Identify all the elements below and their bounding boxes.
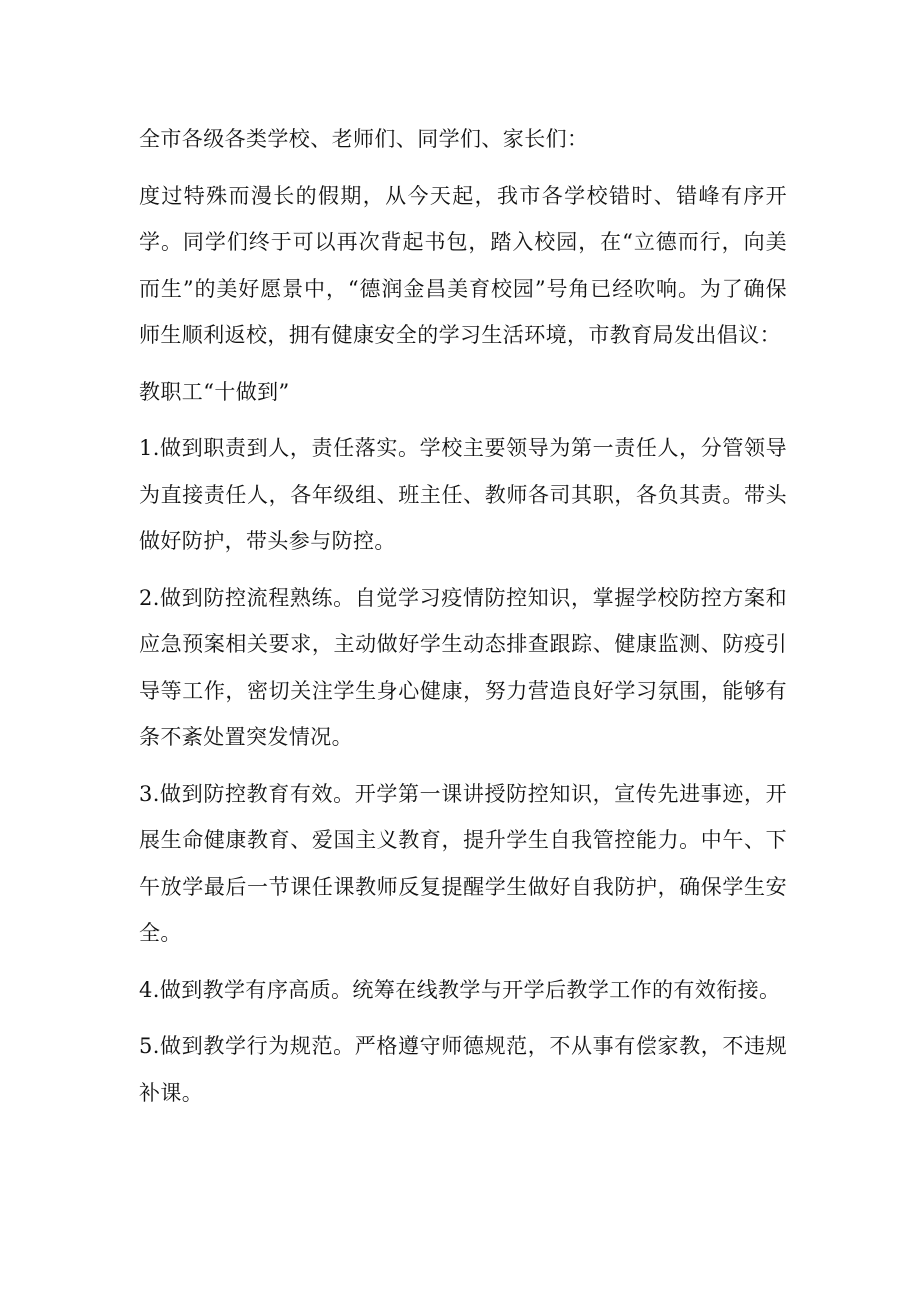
section-title: 教职工“十做到”	[139, 379, 290, 404]
item-paragraph-1: 1.做到职责到人，责任落实。学校主要领导为第一责任人，分管领导为直接责任人，各年级组、班主任、教师各司其职，各负其责。带头做好防护，带头参与防控。	[139, 436, 787, 553]
item-paragraph-4: 4.做到教学有序高质。统筹在线教学与开学后教学工作的有效衔接。	[139, 977, 781, 1002]
document-body	[139, 116, 787, 1126]
item-paragraph-2: 2.做到防控流程熟练。自觉学习疫情防控知识，掌握学校防控方案和应急预案相关要求，主动做好学生动态排查跟踪、健康监测、防疫引导等工作，密切关注学生身心健康，努力营造良好学习氛围，能够有条不紊处置突发情况。	[139, 585, 787, 749]
item-paragraph-3: 3.做到防控教育有效。开学第一课讲授防控知识，宣传先进事迹，开展生命健康教育、爱国主义教育，提升学生自我管控能力。中午、下午放学最后一节课任课教师反复提醒学生做好自我防护，确保学生安全。	[139, 781, 787, 945]
item-paragraph-5: 5.做到教学行为规范。严格遵守师德规范，不从事有偿家教，不违规补课。	[139, 1034, 787, 1105]
intro-paragraph: 度过特殊而漫长的假期，从今天起，我市各学校错时、错峰有序开学。同学们终于可以再次背起书包，踏入校园，在“立德而行，向美而生”的美好愿景中，“德润金昌美育校园”号角已经吹响。为了确保师生顺利返校，拥有健康安全的学习生活环境，市教育局发出倡议：	[139, 183, 787, 347]
salutation: 全市各级各类学校、老师们、同学们、家长们：	[139, 127, 589, 151]
